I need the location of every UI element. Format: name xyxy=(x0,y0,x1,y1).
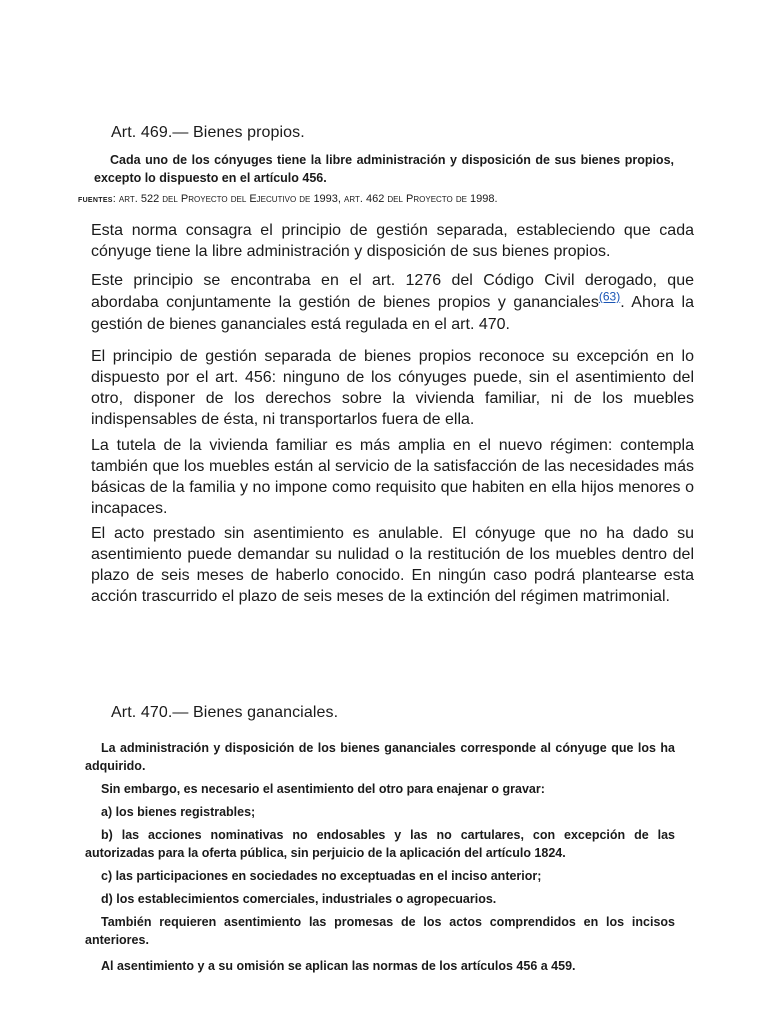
art-470-heading: Art. 470.— Bienes gananciales. xyxy=(111,704,339,721)
art-470-paragraph-promises: También requieren asentimiento las promesas de los actos comprendidos en los incisos anteriores. xyxy=(85,915,675,947)
art-470-paragraph-2: Sin embargo, es necesario el asentimiento del otro para enajenar o gravar: xyxy=(101,782,545,796)
art-469-text: Cada uno de los cónyuges tiene la libre administración y disposición de sus bienes propios, excepto lo dispuesto en el artículo 456. xyxy=(94,153,674,185)
comment-paragraph-2 xyxy=(91,270,694,336)
comment-paragraph-5: El acto prestado sin asentimiento es anulable. El cónyuge que no ha dado su asentimiento puede demandar su nulidad o la restitución de los muebles dentro del plazo de seis meses de haberlo conocido. En ningún caso podrá plantearse esta acción trascurrido el plazo de seis meses de la extinción del régimen matrimonial. xyxy=(91,525,694,605)
art-470-item-b: b) las acciones nominativas no endosables y las no cartulares, con excepción de las autorizadas para la oferta pública, sin perjuicio de la aplicación del artículo 1824. xyxy=(85,828,675,860)
art-470-paragraph-final: Al asentimiento y a su omisión se aplican las normas de los artículos 456 a 459. xyxy=(101,959,576,973)
sources-label: FUENTES xyxy=(78,197,113,204)
comment-paragraph-4: La tutela de la vivienda familiar es más amplia en el nuevo régimen: contempla también que los muebles están al servicio de la satisfacción de las necesidades más básicas de la familia y no impone como requisito que habiten en ella hijos menores o incapaces. xyxy=(91,437,694,517)
comment-paragraph-3: El principio de gestión separada de bienes propios reconoce su excepción en lo dispuesto por el art. 456: ninguno de los cónyuges puede, sin el asentimiento del otro, disponer de los derechos sobre la vivienda familiar, ni de los muebles indispensables de ésta, ni transportarlos fuera de ella. xyxy=(91,348,694,428)
sources-text: art. 522 del Proyecto del Ejecutivo de 1993, art. 462 del Proyecto de 1998. xyxy=(115,193,498,205)
comment-paragraph-2-end: . Ahora la gestión de bienes gananciales está regulada en el art. 470. xyxy=(91,294,694,333)
comment-paragraph-1: Esta norma consagra el principio de gestión separada, estableciendo que cada cónyuge tiene la libre administración y disposición de sus bienes propios. xyxy=(91,222,694,260)
art-469-heading: Art. 469.— Bienes propios. xyxy=(111,124,305,141)
sources-colon: : xyxy=(112,193,116,205)
art-469-sources xyxy=(78,193,698,205)
art-470-item-d: d) los establecimientos comerciales, industriales o agropecuarios. xyxy=(101,892,497,906)
comment-paragraph-2-start: Este principio se encontraba en el art. 1276 del Código Civil derogado, que abordaba conjuntamente la gestión de bienes propios y gananciales xyxy=(91,272,694,311)
footnote-63-link[interactable]: (63) xyxy=(598,289,621,304)
art-470-item-c: c) las participaciones en sociedades no exceptuadas en el inciso anterior; xyxy=(101,869,542,883)
art-470-item-a: a) los bienes registrables; xyxy=(101,805,256,819)
art-470-paragraph-1: La administración y disposición de los bienes gananciales corresponde al cónyuge que los ha adquirido. xyxy=(85,741,675,773)
